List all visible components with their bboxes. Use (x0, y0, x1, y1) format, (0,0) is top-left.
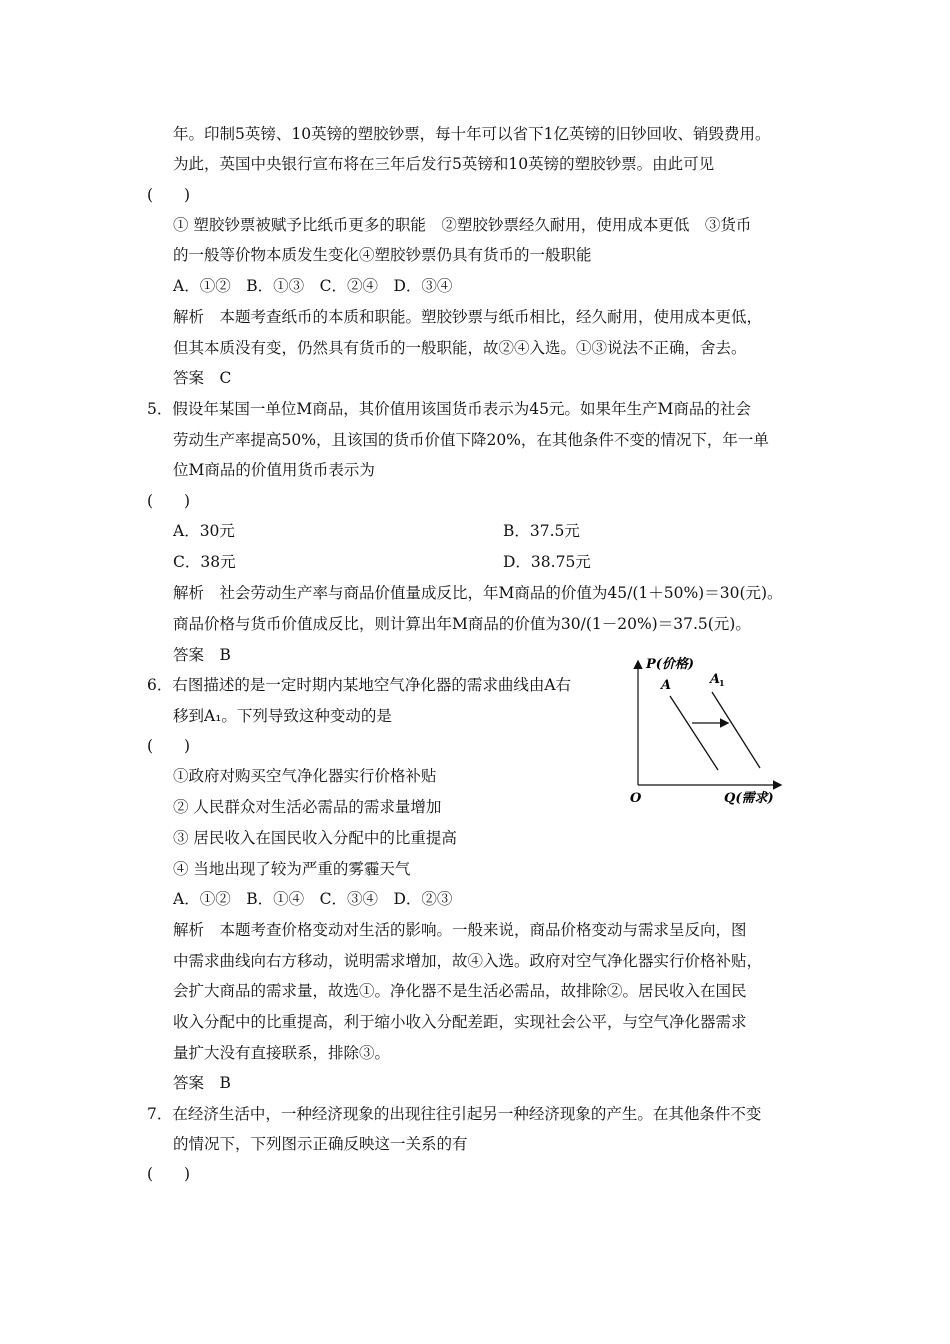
q5-paren: ( ) (147, 492, 191, 510)
q6-option-2: ② 人民群众对生活必需品的需求量增加 (173, 798, 442, 816)
q5-choice-a: A．30元 (173, 522, 235, 540)
q4-options-line2: 的一般等价物本质发生变化④塑胶钞票仍具有货币的一般职能 (173, 246, 592, 264)
q6-option-1: ①政府对购买空气净化器实行价格补贴 (173, 767, 437, 785)
q7-paren: ( ) (147, 1165, 191, 1183)
q4-answer: 答案 C (173, 369, 232, 387)
q5-stem-line3: 位M商品的价值用货币表示为 (173, 461, 375, 479)
q4-choices: A．①② B．①③ C．②④ D．③④ (173, 277, 453, 295)
q7-stem-line2: 的情况下，下列图示正确反映这一关系的有 (173, 1135, 468, 1153)
q7-stem-line1: 7．在经济生活中，一种经济现象的出现往往引起另一种经济现象的产生。在其他条件不变 (147, 1105, 762, 1123)
q5-stem-line2: 劳动生产率提高50%，且该国的货币价值下降20%，在其他条件不变的情况下，年一单 (173, 431, 769, 449)
q6-option-4: ④ 当地出现了较为严重的雾霾天气 (173, 860, 411, 878)
q6-option-3: ③ 居民收入在国民收入分配中的比重提高 (173, 829, 457, 847)
q5-stem-line1: 5．假设年某国一单位M商品，其价值用该国货币表示为45元。如果年生产M商品的社会 (147, 400, 751, 418)
q5-analysis-line1: 解析 社会劳动生产率与商品价值量成反比，年M商品的价值为45/(1＋50%)＝30(元)。 (173, 584, 783, 602)
q4-analysis-line1: 解析 本题考查纸币的本质和职能。塑胶钞票与纸币相比，经久耐用，使用成本更低， (173, 308, 763, 326)
curve-a1-subscript: 1 (719, 678, 725, 688)
demand-curve-figure (628, 652, 788, 812)
q6-paren: ( ) (147, 737, 191, 755)
q5-choice-d: D．38.75元 (503, 553, 591, 571)
q6-stem-line1: 6．右图描述的是一定时期内某地空气净化器的需求曲线由A右 (147, 676, 572, 694)
curve-a-label: A (661, 678, 672, 693)
curve-a1 (712, 692, 760, 768)
q6-analysis-line3: 会扩大商品的需求量，故选①。净化器不是生活必需品，故排除②。居民收入在国民 (173, 982, 747, 1000)
q4-options-line1: ① 塑胶钞票被赋予比纸币更多的职能 ②塑胶钞票经久耐用，使用成本更低 ③货币 (173, 216, 752, 234)
q5-choice-b: B．37.5元 (503, 522, 580, 540)
x-axis-label: Q(需求) (724, 791, 774, 806)
q5-answer: 答案 B (173, 646, 231, 664)
q6-analysis-line1: 解析 本题考查价格变动对生活的影响。一般来说，商品价格变动与需求呈反向，图 (173, 921, 747, 939)
q6-analysis-line5: 量扩大没有直接联系，排除③。 (173, 1044, 391, 1062)
q4-stem-line1: 年。印制5英镑、10英镑的塑胶钞票，每十年可以省下1亿英镑的旧钞回收、销毁费用。 (173, 125, 771, 143)
curve-a1-label: A (710, 672, 721, 687)
origin-label: O (630, 791, 642, 806)
q6-answer: 答案 B (173, 1074, 231, 1092)
q6-analysis-line2: 中需求曲线向右方移动，说明需求增加，故④入选。政府对空气净化器实行价格补贴， (173, 952, 763, 970)
q4-analysis-line2: 但其本质没有变，仍然具有货币的一般职能，故②④入选。①③说法不正确，舍去。 (173, 339, 747, 357)
curve-a (670, 696, 718, 770)
q6-analysis-line4: 收入分配中的比重提高，利于缩小收入分配差距，实现社会公平，与空气净化器需求 (173, 1013, 747, 1031)
demand-curve-svg (628, 652, 788, 812)
q5-choice-c: C．38元 (173, 553, 236, 571)
q6-stem-line2: 移到A₁。下列导致这种变动的是 (173, 707, 392, 725)
q4-paren: ( ) (147, 186, 191, 204)
y-axis-label: P(价格) (646, 657, 695, 672)
q4-stem-line2: 为此，英国中央银行宣布将在三年后发行5英镑和10英镑的塑胶钞票。由此可见 (173, 155, 715, 173)
q5-analysis-line2: 商品价格与货币价值成反比，则计算出年M商品的价值为30/(1－20%)＝37.5(元)。 (173, 615, 751, 633)
q6-choices: A．①② B．①④ C．③④ D．②③ (173, 890, 453, 908)
